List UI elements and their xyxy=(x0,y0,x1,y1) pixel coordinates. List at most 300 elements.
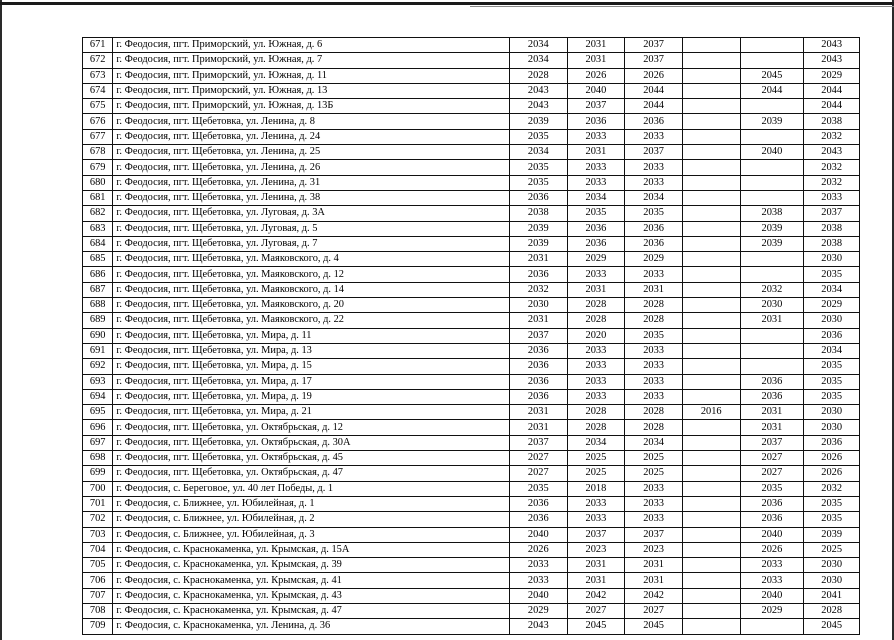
year-col-5-cell xyxy=(740,53,804,68)
year-col-6-cell: 2034 xyxy=(804,282,860,297)
address-cell: г. Феодосия, пгт. Щебетовка, ул. Луговая, д. 3А xyxy=(113,206,510,221)
year-col-2-cell: 2033 xyxy=(567,389,625,404)
address-cell: г. Феодосия, с. Краснокаменка, ул. Крымская, д. 47 xyxy=(113,603,510,618)
year-col-2-cell: 2026 xyxy=(567,68,625,83)
year-col-3-cell: 2033 xyxy=(625,343,683,358)
address-cell: г. Феодосия, пгт. Приморский, ул. Южная, д. 13 xyxy=(113,83,510,98)
year-col-3-cell: 2031 xyxy=(625,558,683,573)
year-col-1-cell: 2036 xyxy=(509,267,567,282)
year-col-3-cell: 2037 xyxy=(625,53,683,68)
table-row xyxy=(83,145,860,160)
year-col-5-cell: 2039 xyxy=(740,114,804,129)
year-col-4-cell xyxy=(682,267,740,282)
year-col-6-cell: 2032 xyxy=(804,481,860,496)
address-cell: г. Феодосия, пгт. Щебетовка, ул. Луговая, д. 7 xyxy=(113,236,510,251)
table-row xyxy=(83,282,860,297)
year-col-5-cell: 2031 xyxy=(740,405,804,420)
row-number-cell: 705 xyxy=(83,558,113,573)
address-cell: г. Феодосия, пгт. Щебетовка, ул. Ленина, д. 38 xyxy=(113,190,510,205)
address-cell: г. Феодосия, пгт. Щебетовка, ул. Мира, д. 13 xyxy=(113,343,510,358)
year-col-3-cell: 2045 xyxy=(625,619,683,634)
year-col-3-cell: 2028 xyxy=(625,313,683,328)
year-col-1-cell: 2026 xyxy=(509,542,567,557)
year-col-6-cell: 2032 xyxy=(804,175,860,190)
year-col-3-cell: 2033 xyxy=(625,389,683,404)
year-col-3-cell: 2037 xyxy=(625,145,683,160)
year-col-3-cell: 2033 xyxy=(625,129,683,144)
year-col-4-cell xyxy=(682,328,740,343)
year-col-5-cell: 2026 xyxy=(740,542,804,557)
year-col-2-cell: 2037 xyxy=(567,99,625,114)
year-col-5-cell: 2036 xyxy=(740,496,804,511)
year-col-4-cell xyxy=(682,145,740,160)
year-col-4-cell xyxy=(682,389,740,404)
address-cell: г. Феодосия, пгт. Щебетовка, ул. Ленина, д. 26 xyxy=(113,160,510,175)
row-number-cell: 700 xyxy=(83,481,113,496)
year-col-4-cell xyxy=(682,99,740,114)
year-col-5-cell: 2039 xyxy=(740,221,804,236)
year-col-2-cell: 2040 xyxy=(567,83,625,98)
scan-edge-left xyxy=(0,0,2,640)
year-col-6-cell: 2035 xyxy=(804,389,860,404)
year-col-4-cell xyxy=(682,83,740,98)
year-col-1-cell: 2040 xyxy=(509,588,567,603)
year-col-4-cell xyxy=(682,221,740,236)
year-col-2-cell: 2037 xyxy=(567,527,625,542)
table-row xyxy=(83,405,860,420)
table-row xyxy=(83,466,860,481)
year-col-1-cell: 2043 xyxy=(509,99,567,114)
year-col-3-cell: 2044 xyxy=(625,99,683,114)
year-col-6-cell: 2043 xyxy=(804,53,860,68)
year-col-3-cell: 2036 xyxy=(625,221,683,236)
year-col-2-cell: 2025 xyxy=(567,466,625,481)
row-number-cell: 697 xyxy=(83,435,113,450)
year-col-6-cell: 2044 xyxy=(804,99,860,114)
year-col-6-cell: 2045 xyxy=(804,619,860,634)
row-number-cell: 707 xyxy=(83,588,113,603)
table-row xyxy=(83,267,860,282)
year-col-4-cell xyxy=(682,481,740,496)
table-row xyxy=(83,603,860,618)
year-col-1-cell: 2036 xyxy=(509,512,567,527)
table-row xyxy=(83,512,860,527)
year-col-2-cell: 2033 xyxy=(567,512,625,527)
year-col-1-cell: 2031 xyxy=(509,420,567,435)
year-col-6-cell: 2026 xyxy=(804,466,860,481)
address-cell: г. Феодосия, пгт. Щебетовка, ул. Маяковского, д. 4 xyxy=(113,252,510,267)
year-col-3-cell: 2033 xyxy=(625,496,683,511)
row-number-cell: 691 xyxy=(83,343,113,358)
year-col-1-cell: 2031 xyxy=(509,313,567,328)
year-col-6-cell: 2043 xyxy=(804,38,860,53)
year-col-3-cell: 2037 xyxy=(625,527,683,542)
year-col-5-cell: 2036 xyxy=(740,512,804,527)
address-cell: г. Феодосия, пгт. Щебетовка, ул. Октябрьская, д. 12 xyxy=(113,420,510,435)
table-row xyxy=(83,175,860,190)
address-cell: г. Феодосия, пгт. Щебетовка, ул. Маяковского, д. 12 xyxy=(113,267,510,282)
year-col-5-cell xyxy=(740,328,804,343)
table-row xyxy=(83,542,860,557)
year-col-2-cell: 2023 xyxy=(567,542,625,557)
year-col-6-cell: 2041 xyxy=(804,588,860,603)
row-number-cell: 709 xyxy=(83,619,113,634)
year-col-6-cell: 2037 xyxy=(804,206,860,221)
year-col-2-cell: 2036 xyxy=(567,236,625,251)
year-col-3-cell: 2033 xyxy=(625,512,683,527)
row-number-cell: 695 xyxy=(83,405,113,420)
year-col-5-cell: 2045 xyxy=(740,68,804,83)
row-number-cell: 692 xyxy=(83,359,113,374)
year-col-3-cell: 2031 xyxy=(625,282,683,297)
year-col-1-cell: 2034 xyxy=(509,53,567,68)
table-row xyxy=(83,527,860,542)
row-number-cell: 682 xyxy=(83,206,113,221)
year-col-5-cell: 2037 xyxy=(740,435,804,450)
address-cell: г. Феодосия, пгт. Щебетовка, ул. Маяковского, д. 22 xyxy=(113,313,510,328)
table-row xyxy=(83,420,860,435)
year-col-2-cell: 2034 xyxy=(567,190,625,205)
housing-registry-table xyxy=(82,37,860,635)
year-col-5-cell xyxy=(740,129,804,144)
address-cell: г. Феодосия, пгт. Щебетовка, ул. Маяковского, д. 14 xyxy=(113,282,510,297)
year-col-5-cell: 2040 xyxy=(740,588,804,603)
year-col-3-cell: 2035 xyxy=(625,206,683,221)
year-col-2-cell: 2033 xyxy=(567,175,625,190)
address-cell: г. Феодосия, с. Краснокаменка, ул. Крымская, д. 15А xyxy=(113,542,510,557)
year-col-1-cell: 2036 xyxy=(509,190,567,205)
year-col-4-cell xyxy=(682,175,740,190)
address-cell: г. Феодосия, пгт. Приморский, ул. Южная, д. 13Б xyxy=(113,99,510,114)
address-cell: г. Феодосия, пгт. Щебетовка, ул. Ленина, д. 8 xyxy=(113,114,510,129)
year-col-4-cell xyxy=(682,313,740,328)
year-col-1-cell: 2027 xyxy=(509,466,567,481)
year-col-3-cell: 2033 xyxy=(625,267,683,282)
address-cell: г. Феодосия, с. Ближнее, ул. Юбилейная, д. 1 xyxy=(113,496,510,511)
table-row xyxy=(83,221,860,236)
year-col-4-cell: 2016 xyxy=(682,405,740,420)
year-col-6-cell: 2030 xyxy=(804,313,860,328)
year-col-2-cell: 2018 xyxy=(567,481,625,496)
address-cell: г. Феодосия, пгт. Щебетовка, ул. Мира, д. 21 xyxy=(113,405,510,420)
year-col-3-cell: 2029 xyxy=(625,252,683,267)
table-row xyxy=(83,160,860,175)
year-col-3-cell: 2033 xyxy=(625,374,683,389)
year-col-5-cell: 2033 xyxy=(740,573,804,588)
year-col-3-cell: 2035 xyxy=(625,328,683,343)
year-col-6-cell: 2043 xyxy=(804,145,860,160)
year-col-2-cell: 2029 xyxy=(567,252,625,267)
year-col-4-cell xyxy=(682,558,740,573)
year-col-6-cell: 2038 xyxy=(804,236,860,251)
year-col-4-cell xyxy=(682,206,740,221)
year-col-6-cell: 2035 xyxy=(804,359,860,374)
year-col-5-cell xyxy=(740,160,804,175)
address-cell: г. Феодосия, пгт. Щебетовка, ул. Октябрьская, д. 47 xyxy=(113,466,510,481)
table-row xyxy=(83,190,860,205)
year-col-1-cell: 2030 xyxy=(509,298,567,313)
year-col-4-cell xyxy=(682,619,740,634)
year-col-6-cell: 2034 xyxy=(804,343,860,358)
table-row xyxy=(83,619,860,634)
year-col-4-cell xyxy=(682,496,740,511)
row-number-cell: 689 xyxy=(83,313,113,328)
year-col-5-cell xyxy=(740,359,804,374)
row-number-cell: 677 xyxy=(83,129,113,144)
year-col-6-cell: 2036 xyxy=(804,328,860,343)
year-col-3-cell: 2034 xyxy=(625,435,683,450)
year-col-3-cell: 2042 xyxy=(625,588,683,603)
year-col-6-cell: 2026 xyxy=(804,451,860,466)
year-col-2-cell: 2036 xyxy=(567,114,625,129)
year-col-3-cell: 2044 xyxy=(625,83,683,98)
year-col-4-cell xyxy=(682,573,740,588)
table-row xyxy=(83,298,860,313)
row-number-cell: 704 xyxy=(83,542,113,557)
year-col-6-cell: 2033 xyxy=(804,190,860,205)
address-cell: г. Феодосия, с. Ближнее, ул. Юбилейная, д. 3 xyxy=(113,527,510,542)
address-cell: г. Феодосия, с. Ближнее, ул. Юбилейная, д. 2 xyxy=(113,512,510,527)
year-col-4-cell xyxy=(682,53,740,68)
row-number-cell: 703 xyxy=(83,527,113,542)
year-col-3-cell: 2034 xyxy=(625,190,683,205)
year-col-5-cell xyxy=(740,190,804,205)
year-col-5-cell: 2035 xyxy=(740,481,804,496)
year-col-4-cell xyxy=(682,282,740,297)
year-col-5-cell: 2038 xyxy=(740,206,804,221)
year-col-1-cell: 2036 xyxy=(509,343,567,358)
row-number-cell: 683 xyxy=(83,221,113,236)
year-col-4-cell xyxy=(682,68,740,83)
year-col-3-cell: 2037 xyxy=(625,38,683,53)
year-col-5-cell: 2031 xyxy=(740,313,804,328)
table-row xyxy=(83,99,860,114)
year-col-2-cell: 2027 xyxy=(567,603,625,618)
table-row xyxy=(83,374,860,389)
year-col-3-cell: 2028 xyxy=(625,298,683,313)
year-col-2-cell: 2034 xyxy=(567,435,625,450)
year-col-1-cell: 2035 xyxy=(509,129,567,144)
address-cell: г. Феодосия, с. Береговое, ул. 40 лет Победы, д. 1 xyxy=(113,481,510,496)
table-row xyxy=(83,435,860,450)
year-col-4-cell xyxy=(682,129,740,144)
year-col-2-cell: 2031 xyxy=(567,53,625,68)
table-row xyxy=(83,313,860,328)
year-col-5-cell: 2033 xyxy=(740,558,804,573)
year-col-1-cell: 2035 xyxy=(509,175,567,190)
year-col-1-cell: 2039 xyxy=(509,236,567,251)
row-number-cell: 678 xyxy=(83,145,113,160)
address-cell: г. Феодосия, пгт. Щебетовка, ул. Октябрьская, д. 30А xyxy=(113,435,510,450)
year-col-6-cell: 2030 xyxy=(804,558,860,573)
year-col-3-cell: 2036 xyxy=(625,114,683,129)
year-col-1-cell: 2040 xyxy=(509,527,567,542)
year-col-1-cell: 2036 xyxy=(509,359,567,374)
year-col-1-cell: 2039 xyxy=(509,114,567,129)
year-col-2-cell: 2033 xyxy=(567,359,625,374)
table-row xyxy=(83,328,860,343)
row-number-cell: 685 xyxy=(83,252,113,267)
year-col-4-cell xyxy=(682,38,740,53)
year-col-3-cell: 2028 xyxy=(625,420,683,435)
table-row xyxy=(83,496,860,511)
year-col-1-cell: 2028 xyxy=(509,68,567,83)
year-col-6-cell: 2044 xyxy=(804,83,860,98)
year-col-6-cell: 2030 xyxy=(804,405,860,420)
row-number-cell: 702 xyxy=(83,512,113,527)
address-cell: г. Феодосия, пгт. Щебетовка, ул. Луговая, д. 5 xyxy=(113,221,510,236)
year-col-1-cell: 2031 xyxy=(509,405,567,420)
year-col-6-cell: 2032 xyxy=(804,129,860,144)
year-col-4-cell xyxy=(682,512,740,527)
year-col-3-cell: 2033 xyxy=(625,481,683,496)
year-col-1-cell: 2038 xyxy=(509,206,567,221)
table-row xyxy=(83,389,860,404)
year-col-3-cell: 2025 xyxy=(625,466,683,481)
year-col-1-cell: 2036 xyxy=(509,374,567,389)
row-number-cell: 679 xyxy=(83,160,113,175)
year-col-1-cell: 2035 xyxy=(509,481,567,496)
row-number-cell: 687 xyxy=(83,282,113,297)
year-col-1-cell: 2037 xyxy=(509,328,567,343)
year-col-6-cell: 2038 xyxy=(804,221,860,236)
year-col-4-cell xyxy=(682,603,740,618)
year-col-2-cell: 2033 xyxy=(567,374,625,389)
year-col-2-cell: 2033 xyxy=(567,267,625,282)
row-number-cell: 698 xyxy=(83,451,113,466)
year-col-3-cell: 2033 xyxy=(625,160,683,175)
address-cell: г. Феодосия, с. Краснокаменка, ул. Крымская, д. 43 xyxy=(113,588,510,603)
year-col-6-cell: 2038 xyxy=(804,114,860,129)
year-col-2-cell: 2033 xyxy=(567,129,625,144)
year-col-2-cell: 2033 xyxy=(567,160,625,175)
year-col-3-cell: 2028 xyxy=(625,405,683,420)
year-col-1-cell: 2035 xyxy=(509,160,567,175)
year-col-6-cell: 2029 xyxy=(804,298,860,313)
year-col-2-cell: 2031 xyxy=(567,282,625,297)
address-cell: г. Феодосия, пгт. Щебетовка, ул. Мира, д. 19 xyxy=(113,389,510,404)
table-row xyxy=(83,236,860,251)
address-cell: г. Феодосия, пгт. Щебетовка, ул. Мира, д. 11 xyxy=(113,328,510,343)
address-cell: г. Феодосия, с. Краснокаменка, ул. Ленина, д. 36 xyxy=(113,619,510,634)
row-number-cell: 684 xyxy=(83,236,113,251)
table-row xyxy=(83,114,860,129)
address-cell: г. Феодосия, пгт. Щебетовка, ул. Маяковского, д. 20 xyxy=(113,298,510,313)
row-number-cell: 688 xyxy=(83,298,113,313)
year-col-4-cell xyxy=(682,343,740,358)
year-col-5-cell xyxy=(740,38,804,53)
address-cell: г. Феодосия, пгт. Щебетовка, ул. Мира, д. 17 xyxy=(113,374,510,389)
year-col-4-cell xyxy=(682,588,740,603)
year-col-2-cell: 2028 xyxy=(567,298,625,313)
year-col-1-cell: 2033 xyxy=(509,573,567,588)
registry-table-body xyxy=(83,38,860,635)
year-col-3-cell: 2033 xyxy=(625,175,683,190)
year-col-4-cell xyxy=(682,190,740,205)
table-row xyxy=(83,252,860,267)
year-col-5-cell xyxy=(740,252,804,267)
row-number-cell: 673 xyxy=(83,68,113,83)
row-number-cell: 690 xyxy=(83,328,113,343)
year-col-1-cell: 2034 xyxy=(509,145,567,160)
year-col-4-cell xyxy=(682,298,740,313)
year-col-1-cell: 2033 xyxy=(509,558,567,573)
year-col-4-cell xyxy=(682,160,740,175)
year-col-3-cell: 2026 xyxy=(625,68,683,83)
year-col-6-cell: 2035 xyxy=(804,512,860,527)
year-col-4-cell xyxy=(682,420,740,435)
table-row xyxy=(83,558,860,573)
year-col-1-cell: 2031 xyxy=(509,252,567,267)
year-col-2-cell: 2031 xyxy=(567,38,625,53)
year-col-1-cell: 2029 xyxy=(509,603,567,618)
year-col-2-cell: 2031 xyxy=(567,573,625,588)
year-col-5-cell: 2040 xyxy=(740,145,804,160)
top-border-line xyxy=(0,2,894,5)
year-col-6-cell: 2035 xyxy=(804,496,860,511)
year-col-2-cell: 2033 xyxy=(567,343,625,358)
year-col-6-cell: 2035 xyxy=(804,374,860,389)
year-col-5-cell xyxy=(740,343,804,358)
year-col-2-cell: 2042 xyxy=(567,588,625,603)
year-col-2-cell: 2028 xyxy=(567,420,625,435)
row-number-cell: 680 xyxy=(83,175,113,190)
year-col-5-cell: 2032 xyxy=(740,282,804,297)
address-cell: г. Феодосия, пгт. Щебетовка, ул. Ленина, д. 31 xyxy=(113,175,510,190)
year-col-5-cell: 2027 xyxy=(740,451,804,466)
table-row xyxy=(83,573,860,588)
table-row xyxy=(83,68,860,83)
year-col-1-cell: 2027 xyxy=(509,451,567,466)
year-col-5-cell: 2027 xyxy=(740,466,804,481)
year-col-1-cell: 2043 xyxy=(509,83,567,98)
year-col-4-cell xyxy=(682,542,740,557)
row-number-cell: 696 xyxy=(83,420,113,435)
year-col-6-cell: 2030 xyxy=(804,420,860,435)
address-cell: г. Феодосия, пгт. Щебетовка, ул. Мира, д. 15 xyxy=(113,359,510,374)
year-col-6-cell: 2035 xyxy=(804,267,860,282)
year-col-5-cell: 2036 xyxy=(740,389,804,404)
year-col-5-cell xyxy=(740,267,804,282)
row-number-cell: 699 xyxy=(83,466,113,481)
year-col-1-cell: 2036 xyxy=(509,389,567,404)
row-number-cell: 676 xyxy=(83,114,113,129)
row-number-cell: 694 xyxy=(83,389,113,404)
address-cell: г. Феодосия, пгт. Приморский, ул. Южная, д. 6 xyxy=(113,38,510,53)
year-col-5-cell: 2040 xyxy=(740,527,804,542)
year-col-4-cell xyxy=(682,359,740,374)
year-col-4-cell xyxy=(682,252,740,267)
table-row xyxy=(83,83,860,98)
row-number-cell: 671 xyxy=(83,38,113,53)
year-col-2-cell: 2025 xyxy=(567,451,625,466)
address-cell: г. Феодосия, пгт. Щебетовка, ул. Ленина, д. 24 xyxy=(113,129,510,144)
row-number-cell: 674 xyxy=(83,83,113,98)
year-col-3-cell: 2036 xyxy=(625,236,683,251)
year-col-6-cell: 2025 xyxy=(804,542,860,557)
year-col-1-cell: 2032 xyxy=(509,282,567,297)
year-col-6-cell: 2030 xyxy=(804,252,860,267)
year-col-3-cell: 2023 xyxy=(625,542,683,557)
row-number-cell: 701 xyxy=(83,496,113,511)
year-col-5-cell: 2029 xyxy=(740,603,804,618)
year-col-1-cell: 2037 xyxy=(509,435,567,450)
table-row xyxy=(83,481,860,496)
year-col-3-cell: 2031 xyxy=(625,573,683,588)
year-col-4-cell xyxy=(682,527,740,542)
row-number-cell: 706 xyxy=(83,573,113,588)
table-row xyxy=(83,588,860,603)
